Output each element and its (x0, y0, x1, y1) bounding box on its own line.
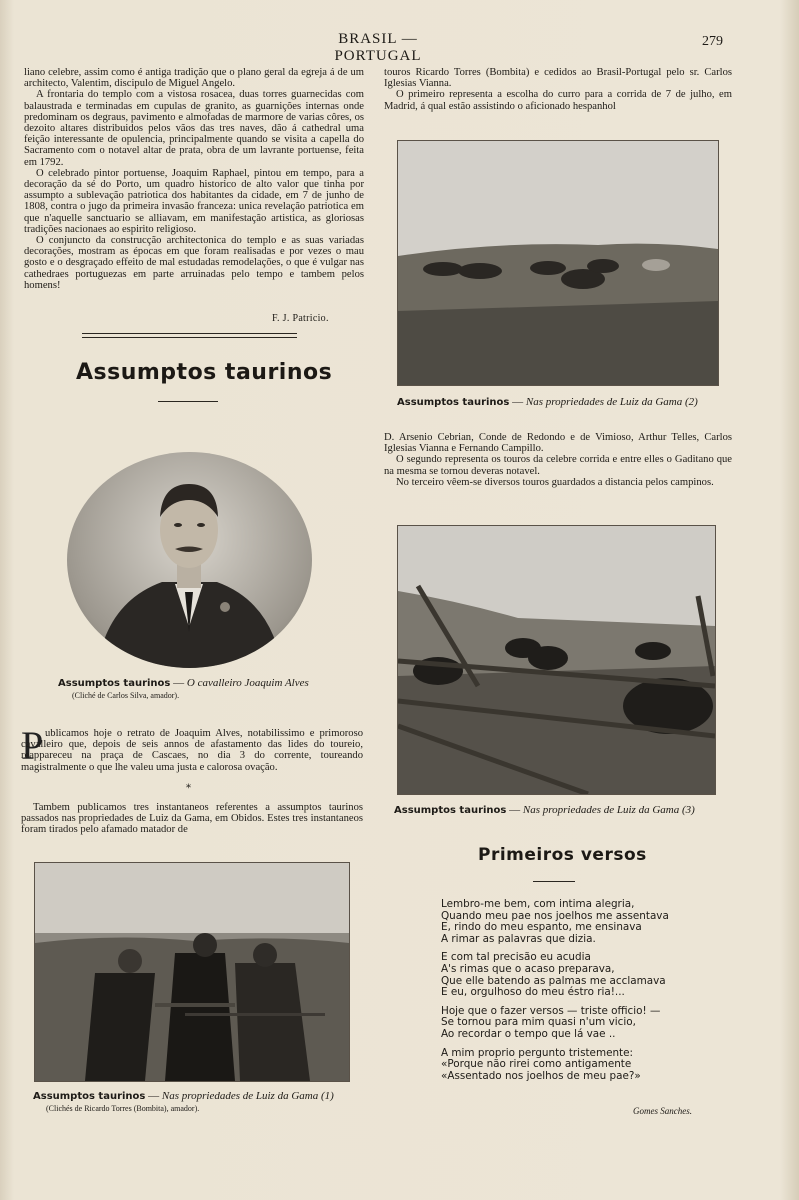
poem-line: Que elle batendo as palmas me acclamava (441, 974, 666, 987)
caption-label: Assumptos taurinos (394, 805, 507, 816)
photo3-caption: Assumptos taurinos — Nas propriedades de Luiz da Gama (3) (394, 804, 695, 816)
article-signature: F. J. Patricio. (272, 313, 329, 324)
poem-stanza (441, 1048, 669, 1083)
poem-line: Quando meu pae nos joelhos me assentava (441, 909, 669, 922)
page-number: 279 (702, 34, 723, 49)
photo-image (35, 863, 349, 1081)
photo-bullfight-3 (397, 525, 716, 795)
running-head: BRASIL — PORTUGAL (334, 31, 422, 64)
poem-line: A mim proprio pergunto tristemente: (441, 1046, 634, 1059)
poem-line: E eu, orgulhoso do meu éstro ria!... (441, 986, 625, 999)
section-title-versos: Primeiros versos (478, 845, 647, 865)
caption-text: Nas propriedades de Luiz da Gama (3) (522, 804, 695, 816)
body-paragraph (21, 802, 363, 836)
poem-line: Ao recordar o tempo que lá vae .. (441, 1027, 616, 1040)
paragraph: Tambem publicamos tres instantaneos referentes a assumptos taurinos passados nas propriedades de Luiz da Gama, em Obidos. Estes tres instantaneos foram tirados pelo afamado matador de (21, 802, 363, 836)
poem-stanza (441, 899, 669, 945)
paragraph: O celebrado pintor portuense, Joaquim Raphael, pintou em tempo, para a decoração da sé do Porto, um quadro historico de alto valor que tinha por assumpto a sublevação patriotica dos habitantes da cidade, em 7 de junho de 1808, contra o jugo da primeira invasão franceza: unica revelação patriotica em que n'aquelle sanctuario se alliavam, em manifestação artistica, as gloriosas tradições nacionaes ao espirito religioso. (24, 167, 364, 235)
intro-paragraph (21, 723, 363, 773)
section-title-taurinos: Assumptos taurinos (76, 360, 333, 385)
poem-stanza (441, 952, 669, 998)
photo-bullfight-2 (397, 140, 719, 386)
caption-text: Nas propriedades de Luiz da Gama (2) (525, 396, 698, 408)
paragraph: D. Arsenio Cebrian, Conde de Redondo e de Vimioso, Arthur Telles, Carlos Iglesias Vianna e Fernando Campillo. (384, 432, 732, 455)
photo-bullfight-1 (34, 862, 350, 1082)
poem-line: A's rimas que o acaso preparava, (441, 962, 615, 975)
poem-line: E, rindo do meu espanto, me ensinava (441, 921, 642, 934)
paragraph: A frontaria do templo com a vistosa rosacea, duas torres guarnecidas com balaustrada e terminadas em cupulas de granito, as guarnições internas onde predominam os degraus, pavimento e almofadas de marmore de varias côres, os dezoito altares distribuidos pelos vãos das tres naves, dão á cathedral uma feição interessante de opulencia, principalmente quando se visita a capella do Sacramento com o notavel altar de prata, obra de um lavrante portuense, feita em 1792. (24, 89, 364, 168)
poem-line: Se tornou para mim quasi n'um vicio, (441, 1016, 636, 1029)
caption-label: Assumptos taurinos (397, 397, 510, 408)
poem-stanza (441, 1006, 669, 1041)
portrait-credit: (Cliché de Carlos Silva, amador). (72, 691, 180, 700)
drop-cap: P (21, 723, 44, 768)
article-continuation (24, 67, 364, 291)
poem-author: Gomes Sanches. (633, 1106, 692, 1116)
title-underline (533, 881, 575, 882)
paragraph: ublicamos hoje o retrato de Joaquim Alves, notabilissimo e primoroso cavalleiro que, depois de seis annos de afastamento das lides do toureio, reappareceu na praça de Cascaes, no dia 3 do corrente, toureando magistralmente o que lhe valeu uma justa e calorosa ovação. (21, 728, 363, 773)
poem-line: «Porque não rirei como antigamente (441, 1058, 632, 1071)
poem-line: Lembro-me bem, com intima alegria, (441, 898, 635, 910)
poem (441, 899, 669, 1089)
asterism: * (186, 783, 191, 794)
portrait-image (67, 452, 312, 668)
poem-line: E com tal precisão eu acudia (441, 951, 591, 964)
portrait-caption: Assumptos taurinos — O cavalleiro Joaquim Alves (58, 677, 309, 689)
paragraph: O primeiro representa a escolha do curro para a corrida de 7 de julho, em Madrid, á qual estão assistindo o aficionado hespanhol (384, 89, 732, 112)
paragraph: No terceiro vêem-se diversos touros guardados a distancia pelos campinos. (396, 476, 714, 488)
caption-text: O cavalleiro Joaquim Alves (186, 677, 309, 689)
paragraph: O segundo representa os touros da celebre corrida e entre elles o Gaditano que na mesma se tornou deveras notavel. (384, 454, 732, 477)
caption-label: Assumptos taurinos (33, 1091, 146, 1102)
paragraph: liano celebre, assim como é antiga tradição que o plano geral da egreja á de um architecto, Valentim, discipulo de Miguel Angelo. (24, 67, 364, 90)
right-column-middle (384, 432, 732, 488)
section-divider (82, 333, 297, 334)
title-underline (158, 401, 218, 402)
paragraph: O conjuncto da construcção architectonica do templo e as suas variadas decorações, mostram as épocas em que foram realisadas e por vezes o mau gosto e o desgraçado effeito de mal estudadas remodelações, o que é vulgar nas cathedraes portuguezas em parte arruinadas pelo tempo e tambem pelos homens! (24, 235, 364, 291)
portrait-photo (67, 452, 312, 668)
photo1-credit: (Clichés de Ricardo Torres (Bombita), amador). (46, 1104, 200, 1113)
caption-text: Nas propriedades de Luiz da Gama (1) (161, 1090, 334, 1102)
photo-image (398, 526, 715, 794)
photo2-caption: Assumptos taurinos — Nas propriedades de Luiz da Gama (2) (397, 396, 698, 408)
paragraph: touros Ricardo Torres (Bombita) e cedidos ao Brasil-Portugal pelo sr. Carlos Iglesias Vianna. (384, 67, 732, 90)
poem-line: Hoje que o fazer versos — triste officio! — (441, 1004, 661, 1017)
caption-label: Assumptos taurinos (58, 678, 171, 689)
photo1-caption: Assumptos taurinos — Nas propriedades de Luiz da Gama (1) (33, 1090, 334, 1102)
photo-image (398, 141, 718, 385)
right-column-intro (384, 67, 732, 112)
section-divider (82, 337, 297, 338)
poem-line: «Assentado nos joelhos de meu pae?» (441, 1069, 641, 1082)
poem-line: A rimar as palavras que dizia. (441, 932, 596, 945)
